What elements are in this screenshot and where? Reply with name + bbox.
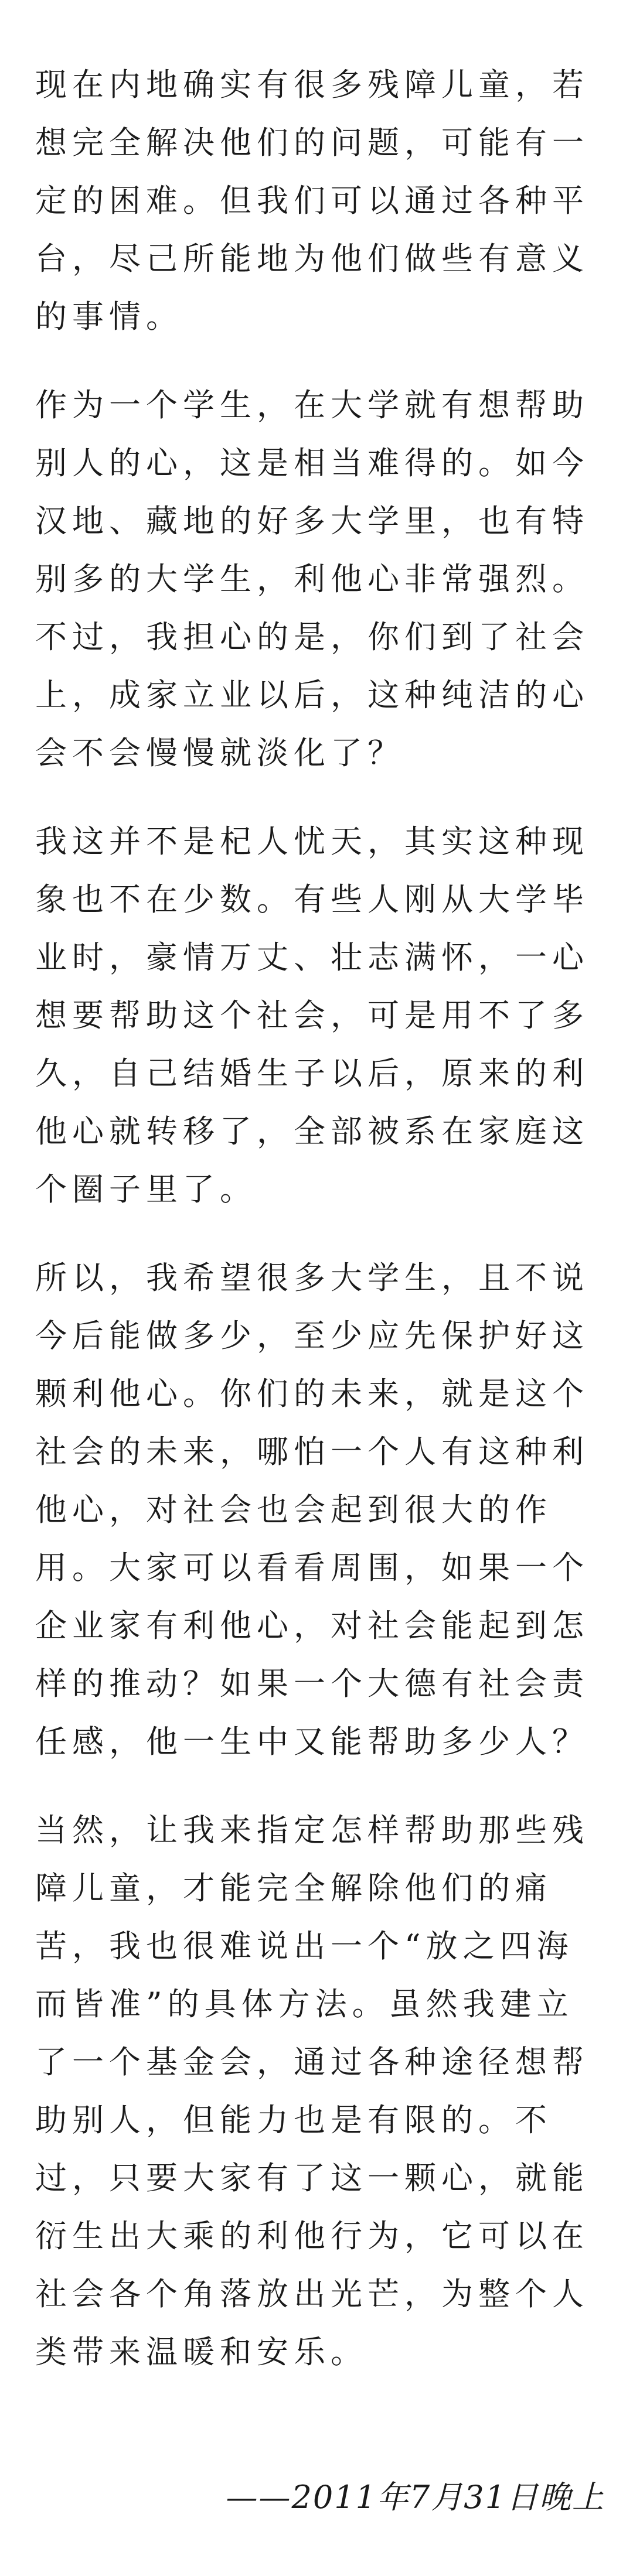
- paragraph-1: 现在内地确实有很多残障儿童，若 想完全解决他们的问题，可能有一 定的困难。但我们可以通过各种平 台，尽己所能地为他们做些有意义 的事情。: [35, 66, 589, 335]
- paragraph-5: 当然，让我来指定怎样帮助那些残 障儿童，才能完全解除他们的痛 苦，我也很难说出一个“放之四海 而皆准”的具体方法。虽然我建立 了一个基金会，通过各种途径想帮 助别人，但能力也是有限的。不 过，只要大家有了这一颗心，就能 衍生出大乘的利他行为，它可以在 社会各个角落放出光芒，为整个人 类带来温暖和安乐。: [35, 1812, 589, 2370]
- paragraph-4: 所以，我希望很多大学生，且不说 今后能做多少，至少应先保护好这 颗利他心。你们的未来，就是这个 社会的未来，哪怕一个人有这种利 他心，对社会也会起到很大的作 用。大家可以看看周围，如果一个 企业家有利他心，对社会能起到怎 样的推动？如果一个大德有社会责 任感，他一生中又能帮助多少人？: [35, 1259, 589, 1760]
- date-signature: ——2011年7月31日晚上: [226, 2479, 605, 2516]
- paragraph-3: 我这并不是杞人忧天，其实这种现 象也不在少数。有些人刚从大学毕 业时，豪情万丈、壮志满怀，一心 想要帮助这个社会，可是用不了多 久，自己结婚生子以后，原来的利 他心就转移了，全部被系在家庭这 个圈子里了。: [35, 823, 589, 1208]
- paragraph-2: 作为一个学生，在大学就有想帮助 别人的心，这是相当难得的。如今 汉地、藏地的好多大学里，也有特 别多的大学生，利他心非常强烈。 不过，我担心的是，你们到了社会 上，成家立业以后，这种纯洁的心 会不会慢慢就淡化了？: [35, 387, 589, 771]
- article-body: [35, 56, 598, 2411]
